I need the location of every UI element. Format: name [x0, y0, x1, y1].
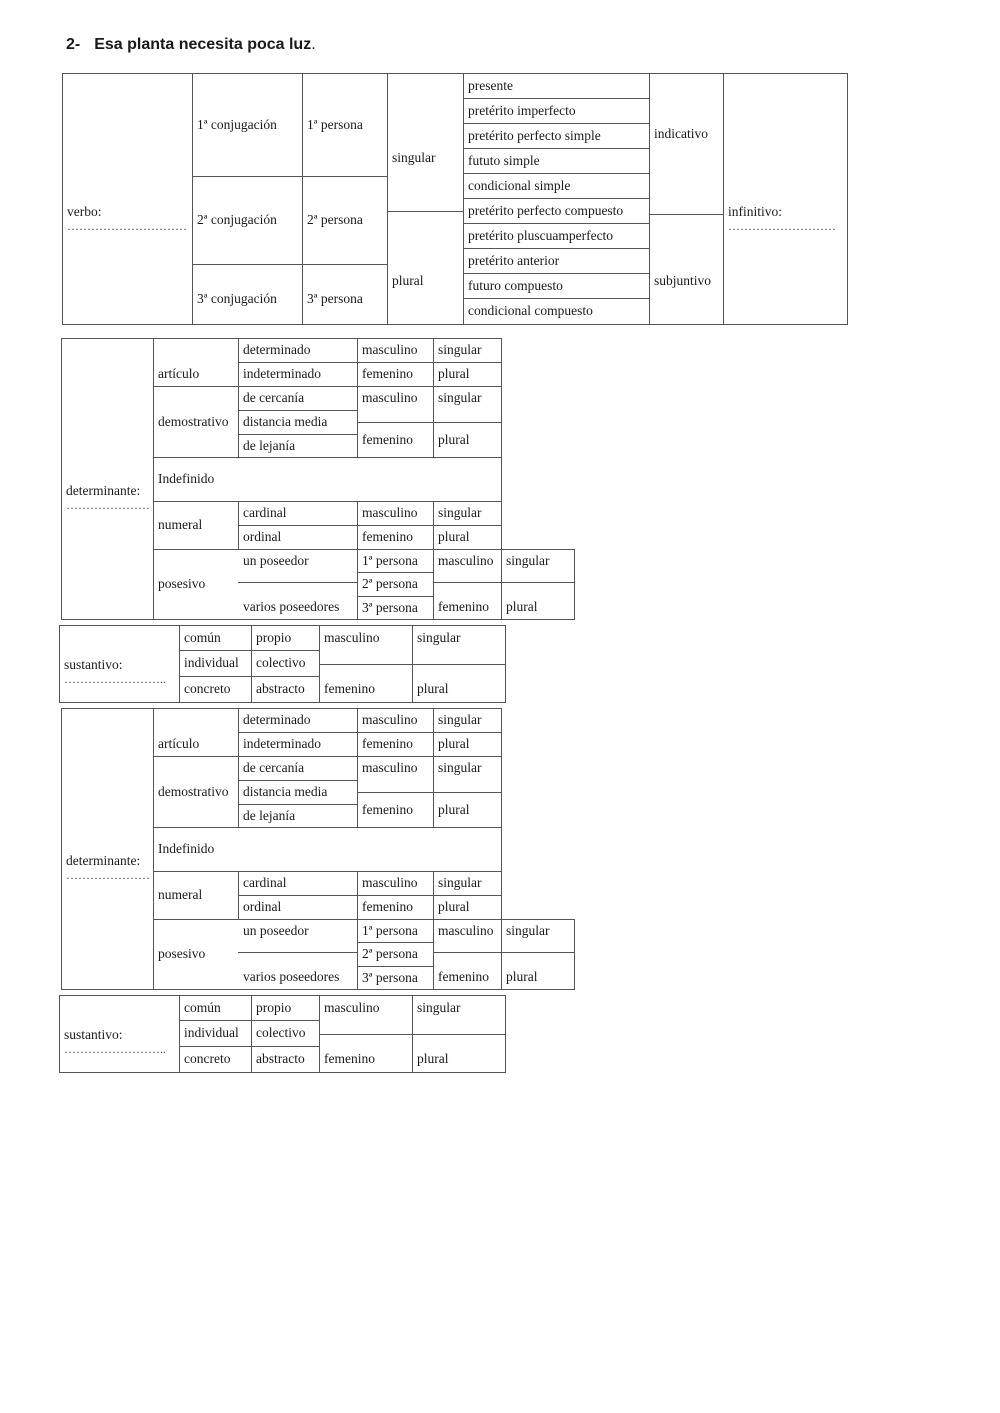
- noun-masculino[interactable]: masculino: [324, 629, 380, 645]
- verb-person-1[interactable]: 1ª persona: [307, 116, 363, 132]
- mood-subjuntivo[interactable]: subjuntivo: [654, 273, 712, 289]
- articulo-singular[interactable]: singular: [438, 342, 482, 358]
- verb-plural[interactable]: plural: [392, 273, 424, 289]
- indefinido-label[interactable]: Indefinido: [158, 841, 215, 857]
- demostrativo-cercania[interactable]: de cercanía: [243, 760, 305, 776]
- noun-comun[interactable]: común: [184, 999, 221, 1015]
- numeral-masculino[interactable]: masculino: [362, 875, 418, 891]
- verb-person-2[interactable]: 2ª persona: [307, 212, 363, 228]
- posesivo-label[interactable]: posesivo: [158, 946, 206, 962]
- posesivo-femenino[interactable]: femenino: [438, 969, 489, 985]
- articulo-label[interactable]: artículo: [158, 366, 200, 382]
- determinant-label-cell: [61, 845, 153, 891]
- tense-preterito-pluscuamperfecto[interactable]: pretérito pluscuamperfecto: [468, 227, 614, 243]
- numeral-plural[interactable]: plural: [438, 899, 470, 915]
- verb-label-cell: [62, 196, 192, 242]
- exercise-sentence: Esa planta necesita poca luz: [94, 36, 312, 53]
- verb-singular[interactable]: singular: [392, 150, 436, 166]
- noun-concreto[interactable]: concreto: [184, 681, 231, 697]
- posesivo-persona-3[interactable]: 3ª persona: [362, 600, 418, 616]
- noun-propio[interactable]: propio: [256, 629, 292, 645]
- infinitive-label: infinitivo:: [728, 204, 782, 220]
- demostrativo-distancia-media[interactable]: distancia media: [243, 784, 328, 800]
- noun-femenino[interactable]: femenino: [324, 681, 375, 697]
- noun-comun[interactable]: común: [184, 629, 221, 645]
- conjugation-3[interactable]: 3ª conjugación: [197, 291, 277, 307]
- numeral-cardinal[interactable]: cardinal: [243, 875, 287, 891]
- tense-futuro-compuesto[interactable]: futuro compuesto: [468, 277, 563, 293]
- tense-presente[interactable]: presente: [468, 77, 513, 93]
- numeral-ordinal[interactable]: ordinal: [243, 529, 282, 545]
- noun-individual[interactable]: individual: [184, 655, 239, 671]
- posesivo-un-poseedor[interactable]: un poseedor: [243, 553, 309, 569]
- noun-colectivo[interactable]: colectivo: [256, 655, 306, 671]
- posesivo-plural[interactable]: plural: [506, 599, 538, 615]
- infinitive-cell: [723, 196, 847, 242]
- verb-person-3[interactable]: 3ª persona: [307, 291, 363, 307]
- articulo-indeterminado[interactable]: indeterminado: [243, 736, 321, 752]
- numeral-label[interactable]: numeral: [158, 887, 203, 903]
- numeral-singular[interactable]: singular: [438, 875, 482, 891]
- tense-futuro-simple[interactable]: fututo simple: [468, 152, 540, 168]
- tense-preterito-perfecto-simple[interactable]: pretérito perfecto simple: [468, 127, 601, 143]
- articulo-femenino[interactable]: femenino: [362, 366, 413, 382]
- noun-label: sustantivo:: [64, 657, 123, 673]
- articulo-indeterminado[interactable]: indeterminado: [243, 366, 321, 382]
- numeral-femenino[interactable]: femenino: [362, 899, 413, 915]
- noun-singular[interactable]: singular: [417, 999, 461, 1015]
- noun-plural[interactable]: plural: [417, 681, 449, 697]
- articulo-determinado[interactable]: determinado: [243, 712, 311, 728]
- posesivo-varios-poseedores[interactable]: varios poseedores: [243, 599, 340, 615]
- infinitive-answer-blank[interactable]: ………………………: [728, 218, 836, 233]
- numeral-femenino[interactable]: femenino: [362, 529, 413, 545]
- posesivo-singular[interactable]: singular: [506, 553, 550, 569]
- demostrativo-femenino[interactable]: femenino: [362, 801, 413, 817]
- noun-concreto[interactable]: concreto: [184, 1051, 231, 1067]
- demostrativo-plural[interactable]: plural: [438, 431, 470, 447]
- noun-singular[interactable]: singular: [417, 629, 461, 645]
- demostrativo-lejania[interactable]: de lejanía: [243, 438, 296, 454]
- determinant-answer-blank[interactable]: …………………: [66, 497, 150, 512]
- noun-label: sustantivo:: [64, 1027, 123, 1043]
- tense-condicional-simple[interactable]: condicional simple: [468, 177, 571, 193]
- articulo-label[interactable]: artículo: [158, 736, 200, 752]
- posesivo-un-poseedor[interactable]: un poseedor: [243, 923, 309, 939]
- posesivo-persona-3[interactable]: 3ª persona: [362, 970, 418, 986]
- demostrativo-label[interactable]: demostrativo: [158, 413, 229, 429]
- demostrativo-masculino[interactable]: masculino: [362, 390, 418, 406]
- demostrativo-masculino[interactable]: masculino: [362, 760, 418, 776]
- articulo-determinado[interactable]: determinado: [243, 342, 311, 358]
- determinant-label: determinante:: [66, 483, 141, 499]
- posesivo-masculino[interactable]: masculino: [438, 553, 494, 569]
- mood-indicativo[interactable]: indicativo: [654, 126, 708, 142]
- posesivo-persona-1[interactable]: 1ª persona: [362, 923, 418, 939]
- posesivo-label[interactable]: posesivo: [158, 576, 206, 592]
- noun-femenino[interactable]: femenino: [324, 1051, 375, 1067]
- demostrativo-singular[interactable]: singular: [438, 390, 482, 406]
- noun-masculino[interactable]: masculino: [324, 999, 380, 1015]
- determinant-label-cell: [61, 475, 153, 521]
- verb-label: verbo:: [67, 204, 102, 220]
- verb-answer-blank[interactable]: …………………………: [67, 218, 187, 233]
- numeral-masculino[interactable]: masculino: [362, 505, 418, 521]
- noun-colectivo[interactable]: colectivo: [256, 1025, 306, 1041]
- demostrativo-lejania[interactable]: de lejanía: [243, 808, 296, 824]
- articulo-plural[interactable]: plural: [438, 736, 470, 752]
- articulo-femenino[interactable]: femenino: [362, 736, 413, 752]
- noun-answer-blank[interactable]: ……………………..: [64, 671, 166, 686]
- exercise-period: .: [311, 36, 316, 53]
- articulo-plural[interactable]: plural: [438, 366, 470, 382]
- noun-plural[interactable]: plural: [417, 1051, 449, 1067]
- tense-condicional-compuesto[interactable]: condicional compuesto: [468, 302, 593, 318]
- indefinido-label[interactable]: Indefinido: [158, 471, 215, 487]
- conjugation-1[interactable]: 1ª conjugación: [197, 116, 277, 132]
- noun-label-cell: [59, 1019, 179, 1065]
- demostrativo-singular[interactable]: singular: [438, 760, 482, 776]
- demostrativo-plural[interactable]: plural: [438, 801, 470, 817]
- articulo-masculino[interactable]: masculino: [362, 342, 418, 358]
- determinant-answer-blank[interactable]: …………………: [66, 867, 150, 882]
- demostrativo-cercania[interactable]: de cercanía: [243, 390, 305, 406]
- articulo-masculino[interactable]: masculino: [362, 712, 418, 728]
- noun-answer-blank[interactable]: ……………………..: [64, 1041, 166, 1056]
- tense-preterito-anterior[interactable]: pretérito anterior: [468, 252, 560, 268]
- posesivo-singular[interactable]: singular: [506, 923, 550, 939]
- demostrativo-distancia-media[interactable]: distancia media: [243, 414, 328, 430]
- articulo-singular[interactable]: singular: [438, 712, 482, 728]
- noun-abstracto[interactable]: abstracto: [256, 681, 305, 697]
- demostrativo-label[interactable]: demostrativo: [158, 783, 229, 799]
- posesivo-persona-1[interactable]: 1ª persona: [362, 553, 418, 569]
- numeral-ordinal[interactable]: ordinal: [243, 899, 282, 915]
- numeral-label[interactable]: numeral: [158, 517, 203, 533]
- noun-label-cell: [59, 649, 179, 695]
- demostrativo-femenino[interactable]: femenino: [362, 431, 413, 447]
- posesivo-femenino[interactable]: femenino: [438, 599, 489, 615]
- exercise-heading: [66, 36, 316, 54]
- determinant-label: determinante:: [66, 853, 141, 869]
- tense-preterito-imperfecto[interactable]: pretérito imperfecto: [468, 102, 576, 118]
- posesivo-persona-2[interactable]: 2ª persona: [362, 946, 418, 962]
- tense-preterito-perfecto-compuesto[interactable]: pretérito perfecto compuesto: [468, 202, 624, 218]
- numeral-plural[interactable]: plural: [438, 529, 470, 545]
- posesivo-persona-2[interactable]: 2ª persona: [362, 576, 418, 592]
- posesivo-varios-poseedores[interactable]: varios poseedores: [243, 969, 340, 985]
- exercise-number: 2-: [66, 36, 81, 53]
- posesivo-masculino[interactable]: masculino: [438, 923, 494, 939]
- numeral-cardinal[interactable]: cardinal: [243, 505, 287, 521]
- noun-individual[interactable]: individual: [184, 1025, 239, 1041]
- numeral-singular[interactable]: singular: [438, 505, 482, 521]
- noun-abstracto[interactable]: abstracto: [256, 1051, 305, 1067]
- posesivo-plural[interactable]: plural: [506, 969, 538, 985]
- noun-propio[interactable]: propio: [256, 999, 292, 1015]
- conjugation-2[interactable]: 2ª conjugación: [197, 212, 277, 228]
